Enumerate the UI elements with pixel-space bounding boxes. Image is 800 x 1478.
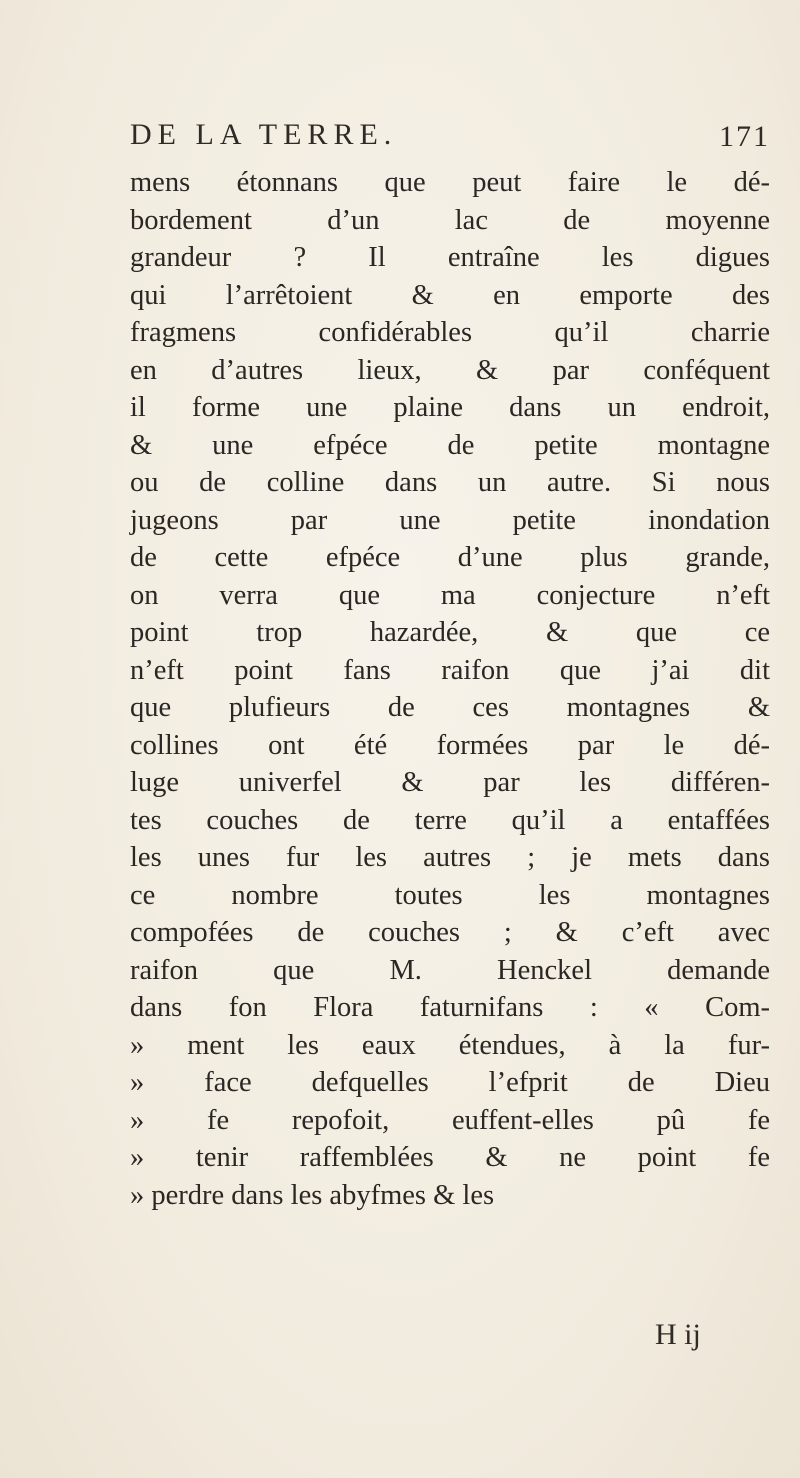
page-number: 171 (719, 120, 770, 153)
text-line: tes couches de terre qu’il a entaffées (130, 804, 770, 836)
text-line: jugeons par une petite inondation (130, 504, 770, 536)
text-line: point trop hazardée, & que ce (130, 617, 770, 648)
text-line: compofées de couches ; & c’eft avec (130, 917, 770, 948)
running-head (130, 118, 770, 158)
text-line: » perdre dans les abyfmes & les (130, 1179, 495, 1211)
text-line: il forme une plaine dans un endroit, (130, 392, 770, 423)
text-line: on verra que ma conjecture n’eft (130, 579, 770, 611)
text-line: » fe repofoit, euffent-elles pû fe (130, 1104, 770, 1136)
text-line: & une efpéce de petite montagne (130, 429, 770, 461)
text-line: bordement d’un lac de moyenne (130, 204, 770, 236)
running-title: DE LA TERRE. (130, 118, 398, 151)
signature-mark: H ij (655, 1318, 701, 1351)
text-line: qui l’arrêtoient & en emporte des (130, 279, 770, 311)
text-line: de cette efpéce d’une plus grande, (130, 542, 770, 573)
text-line: n’eft point fans raifon que j’ai dit (130, 654, 770, 686)
text-line: collines ont été formées par le dé- (130, 729, 770, 761)
text-line: fragmens confidérables qu’il charrie (130, 317, 770, 348)
text-line: mens étonnans que peut faire le dé- (130, 167, 770, 198)
text-line: ce nombre toutes les montagnes (130, 879, 770, 911)
text-line: les unes fur les autres ; je mets dans (130, 842, 770, 873)
body-text (130, 164, 770, 1214)
text-line: luge univerfel & par les différen- (130, 767, 770, 798)
text-line: » face defquelles l’efprit de Dieu (130, 1067, 770, 1098)
text-line: dans fon Flora faturnifans : « Com- (130, 992, 770, 1023)
text-line: » ment les eaux étendues, à la fur- (130, 1029, 770, 1061)
text-line: en d’autres lieux, & par conféquent (130, 354, 770, 386)
text-line: » tenir raffemblées & ne point fe (130, 1142, 770, 1173)
text-line: que plufieurs de ces montagnes & (130, 692, 770, 723)
text-line: ou de colline dans un autre. Si nous (130, 467, 770, 498)
text-line: raifon que M. Henckel demande (130, 954, 770, 986)
text-line: grandeur ? Il entraîne les digues (130, 242, 770, 273)
